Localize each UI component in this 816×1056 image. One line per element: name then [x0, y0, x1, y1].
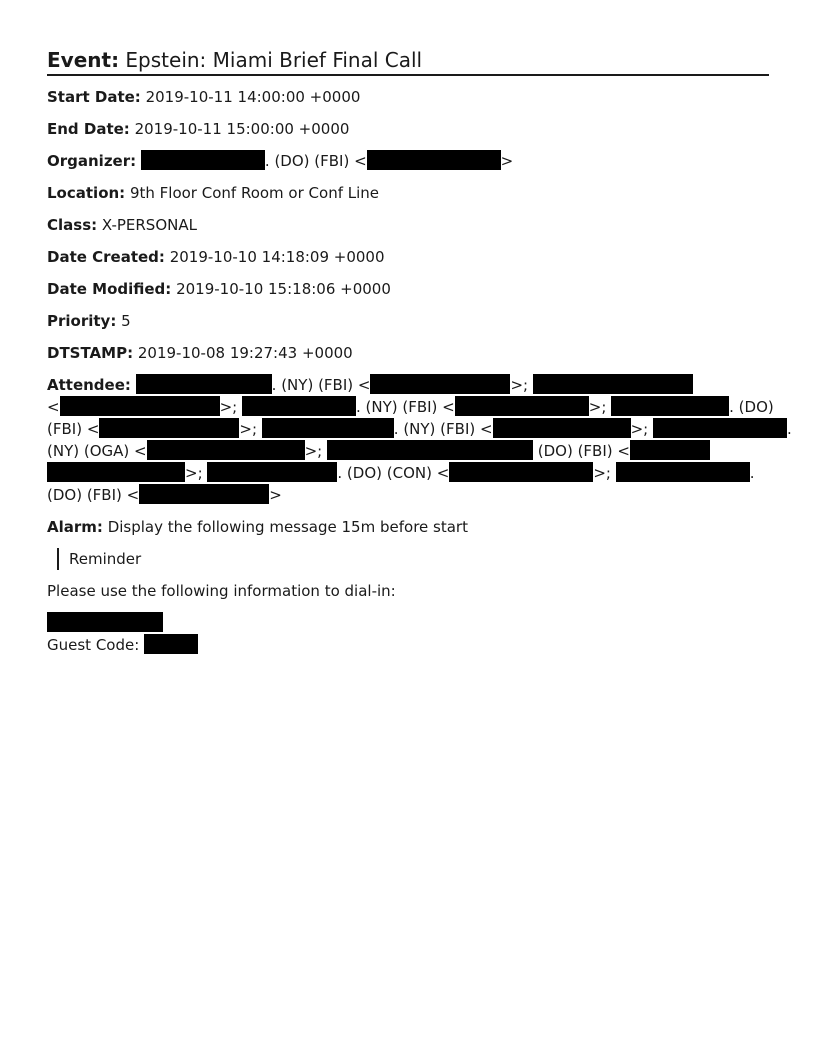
class-value: X-PERSONAL [101, 216, 197, 234]
attendee-text: >; [588, 398, 612, 416]
attendee-text: (DO) (FBI) < [532, 442, 630, 460]
dial-in-instructions: Please use the following information to dial-in: [47, 582, 396, 600]
alarm-label: Alarm: [47, 518, 103, 536]
redaction-bar [493, 418, 631, 438]
organizer-text: . (DO) (FBI) < [264, 152, 367, 170]
dtstamp-value: 2019-10-08 19:27:43 +0000 [137, 344, 353, 362]
attendee-text: >; [304, 442, 327, 460]
attendee-label: Attendee: [47, 376, 131, 394]
priority-label: Priority: [47, 312, 117, 330]
attendee-text: >; [593, 464, 616, 482]
date-created-value: 2019-10-10 14:18:09 +0000 [169, 248, 385, 266]
attendee-text: (DO) (FBI) < [47, 486, 140, 504]
redaction-bar [99, 418, 239, 438]
date-modified-label: Date Modified: [47, 280, 172, 298]
attendee-text: >; [219, 398, 242, 416]
redaction-bar [262, 418, 394, 438]
alarm-value: Display the following message 15m before start [107, 518, 468, 536]
attendee-text: . [749, 464, 755, 482]
date-created-field [47, 246, 769, 268]
attendee-text: >; [239, 420, 262, 438]
start-date-value: 2019-10-11 14:00:00 +0000 [145, 88, 361, 106]
alarm-field [47, 516, 769, 538]
date-modified-field [47, 278, 769, 300]
attendee-text: . (DO) (CON) < [337, 464, 450, 482]
redaction-bar [47, 612, 163, 632]
attendee-line [47, 462, 769, 484]
reminder-quote [57, 548, 769, 570]
attendee-field [47, 374, 792, 506]
redaction-bar [370, 374, 510, 394]
event-document [47, 46, 792, 656]
attendee-line [47, 396, 774, 418]
attendee-text: . (NY) (FBI) < [393, 420, 493, 438]
organizer-end: > [500, 152, 514, 170]
redaction-bar [242, 396, 356, 416]
start-date-label: Start Date: [47, 88, 141, 106]
location-label: Location: [47, 184, 126, 202]
attendee-text: >; [630, 420, 653, 438]
redaction-bar [630, 440, 710, 460]
redaction-bar [207, 462, 337, 482]
attendee-text: . (NY) (FBI) < [271, 376, 371, 394]
redaction-bar [147, 440, 305, 460]
attendee-line [47, 484, 769, 506]
redaction-bar [616, 462, 750, 482]
attendee-line [47, 440, 769, 462]
end-date-field [47, 118, 769, 140]
dtstamp-label: DTSTAMP: [47, 344, 134, 362]
guest-code-row [47, 634, 769, 656]
redaction-bar [653, 418, 787, 438]
dial-in-text [47, 580, 769, 602]
attendee-text: >; [510, 376, 533, 394]
redaction-bar [533, 374, 693, 394]
location-field [47, 182, 769, 204]
date-created-label: Date Created: [47, 248, 165, 266]
attendee-line [47, 374, 769, 396]
redaction-bar [144, 634, 198, 654]
redaction-bar [367, 150, 501, 170]
redaction-bar [327, 440, 533, 460]
reminder-text: Reminder [69, 550, 142, 568]
attendee-text: (NY) (OGA) < [47, 442, 147, 460]
redaction-bar [139, 484, 269, 504]
redaction-bar [455, 396, 589, 416]
attendee-text: (FBI) < [47, 420, 100, 438]
redaction-bar [449, 462, 593, 482]
class-label: Class: [47, 216, 98, 234]
location-value: 9th Floor Conf Room or Conf Line [129, 184, 380, 202]
dial-in-number-row [47, 612, 769, 634]
priority-field [47, 310, 769, 332]
event-label: Event: [47, 48, 120, 72]
attendee-text: > [269, 486, 282, 504]
event-title-row [47, 46, 769, 76]
redaction-bar [141, 150, 265, 170]
redaction-bar [47, 462, 185, 482]
date-modified-value: 2019-10-10 15:18:06 +0000 [176, 280, 391, 298]
guest-code-label: Guest Code: [47, 636, 140, 654]
attendee-text: . (NY) (FBI) < [355, 398, 455, 416]
dtstamp-field [47, 342, 769, 364]
priority-value: 5 [121, 312, 131, 330]
attendee-text: >; [185, 464, 208, 482]
end-date-value: 2019-10-11 15:00:00 +0000 [134, 120, 350, 138]
start-date-field [47, 86, 769, 108]
redaction-bar [611, 396, 729, 416]
attendee-text: . (DO) [729, 398, 774, 416]
attendee-text: < [47, 398, 60, 416]
organizer-field [47, 150, 769, 172]
redaction-bar [60, 396, 220, 416]
redaction-bar [136, 374, 272, 394]
attendee-line [47, 418, 792, 440]
end-date-label: End Date: [47, 120, 130, 138]
attendee-text: . [786, 420, 792, 438]
dial-in-block [47, 612, 769, 656]
class-field [47, 214, 769, 236]
organizer-label: Organizer: [47, 152, 137, 170]
event-title: Epstein: Miami Brief Final Call [125, 48, 423, 72]
